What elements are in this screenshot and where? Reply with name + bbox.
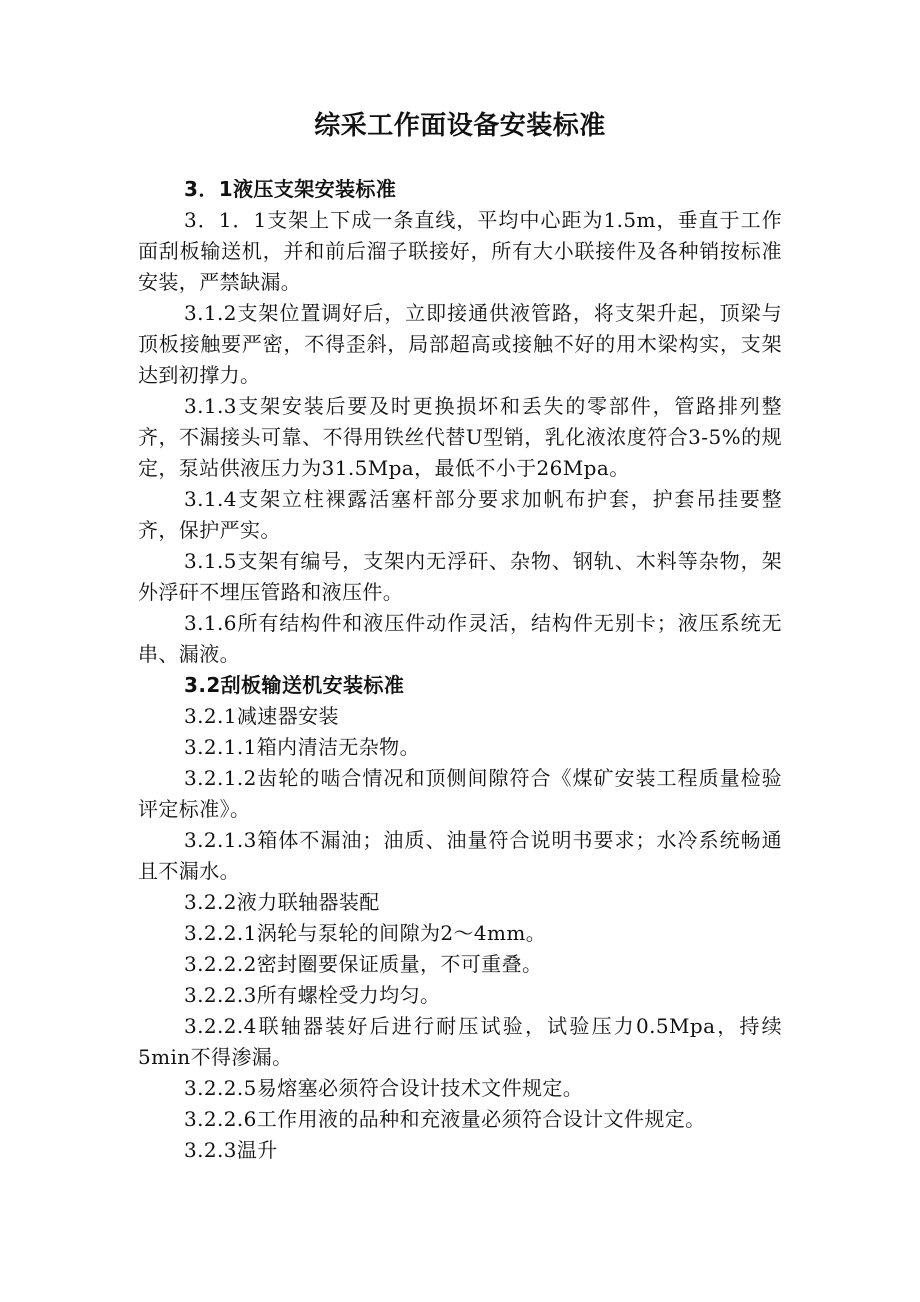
paragraph-3-1-1: 3．1．1支架上下成一条直线，平均中心距为1.5m，垂直于工作面刮板输送机，并和前后溜子联接好，所有大小联接件及各种销按标准安装，严禁缺漏。	[138, 208, 782, 294]
section-heading-3-2: 3.2刮板输送机安装标准	[184, 673, 405, 697]
paragraph-3-2-2-5: 3.2.2.5易熔塞必须符合设计技术文件规定。	[184, 1076, 584, 1100]
document-body	[138, 174, 782, 1166]
paragraph-3-2-1-2: 3.2.1.2齿轮的啮合情况和顶侧间隙符合《煤矿安装工程质量检验评定标准》。	[138, 766, 782, 821]
paragraph-3-2-1-1: 3.2.1.1箱内清洁无杂物。	[184, 735, 420, 759]
document-title: 综采工作面设备安装标准	[314, 111, 606, 141]
paragraph-3-2-2-1: 3.2.2.1涡轮与泵轮的间隙为2～4mm。	[184, 921, 547, 945]
paragraph-3-2-3: 3.2.3温升	[184, 1138, 278, 1162]
paragraph-3-2-1: 3.2.1减速器安装	[184, 704, 339, 728]
paragraph-3-1-6: 3.1.6所有结构件和液压件动作灵活，结构件无别卡；液压系统无串、漏液。	[138, 611, 782, 666]
paragraph-3-1-2: 3.1.2支架位置调好后，立即接通供液管路，将支架升起，顶梁与顶板接触要严密，不得歪斜，局部超高或接触不好的用木梁构实，支架达到初撑力。	[138, 301, 782, 387]
paragraph-3-2-2-3: 3.2.2.3所有螺栓受力均匀。	[184, 983, 441, 1007]
section-heading-3-1: 3．1液压支架安装标准	[184, 177, 397, 201]
paragraph-3-2-2-4: 3.2.2.4联轴器装好后进行耐压试验，试验压力0.5Mpa，持续5min不得渗漏。	[138, 1014, 782, 1069]
paragraph-3-2-1-3: 3.2.1.3箱体不漏油；油质、油量符合说明书要求；水冷系统畅通且不漏水。	[138, 828, 782, 883]
paragraph-3-1-3: 3.1.3支架安装后要及时更换损坏和丢失的零部件，管路排列整齐，不漏接头可靠、不得用铁丝代替U型销，乳化液浓度符合3-5%的规定，泵站供液压力为31.5Mpa，最低不小于26Mpa。	[138, 394, 782, 480]
paragraph-3-2-2-6: 3.2.2.6工作用液的品种和充液量必须符合设计文件规定。	[184, 1107, 706, 1131]
paragraph-3-2-2-2: 3.2.2.2密封圈要保证质量，不可重叠。	[184, 952, 543, 976]
paragraph-3-2-2: 3.2.2液力联轴器装配	[184, 890, 380, 914]
paragraph-3-1-4: 3.1.4支架立柱裸露活塞杆部分要求加帆布护套，护套吊挂要整齐，保护严实。	[138, 487, 782, 542]
paragraph-3-1-5: 3.1.5支架有编号，支架内无浮矸、杂物、钢轨、木料等杂物，架外浮矸不埋压管路和液压件。	[138, 549, 782, 604]
